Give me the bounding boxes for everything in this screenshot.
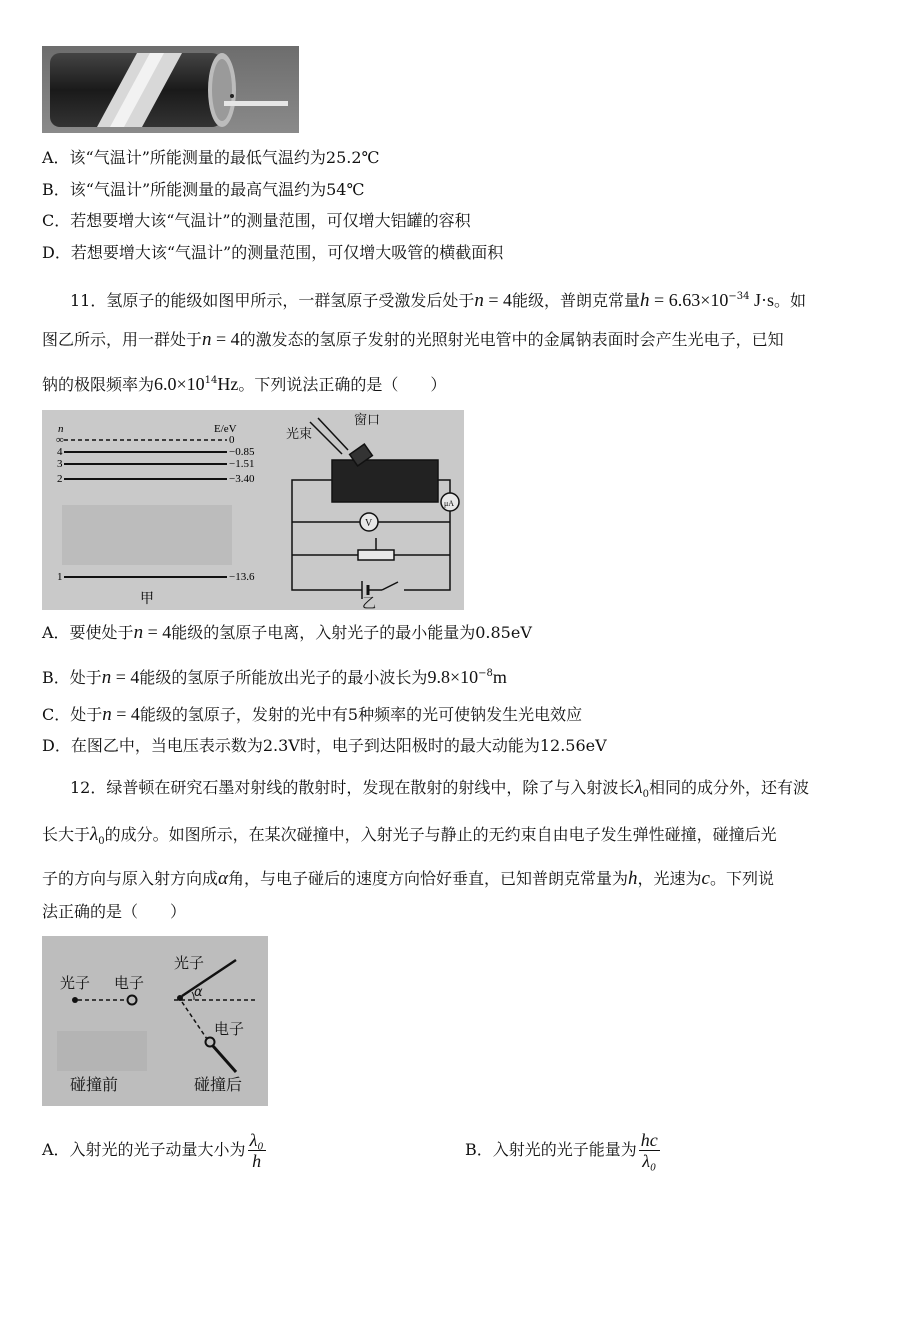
q12-stem-text: 。下列说 — [709, 869, 774, 888]
after-collision-label: 碰撞后 — [194, 1075, 243, 1094]
q12-option-b-denominator: λ₀ — [642, 1151, 657, 1171]
q12-h-symbol: h — [628, 868, 638, 889]
q11-frequency-value: 6.0×10 — [154, 374, 205, 394]
q12-option-a-denominator: h — [252, 1151, 262, 1171]
level-n-1: 1 — [57, 571, 63, 583]
q11-option-d: D．在图乙中，当电压表示数为2.3V时，电子到达阳极时的最大动能为12.56eV — [42, 736, 607, 755]
q12-compton-figure — [42, 936, 268, 1106]
energy-axis-label: E/eV — [214, 423, 237, 435]
q10-option-c: C．若想要增大该“气温计”的测量范围，可仅增大铝罐的容积 — [42, 211, 471, 230]
q11-figure — [42, 410, 464, 610]
q11-frequency-exponent: 14 — [204, 375, 218, 386]
q11-option-c — [42, 703, 582, 726]
q11-option-b — [42, 663, 507, 689]
q12-lambda-symbol: λ — [90, 824, 99, 845]
q11-option-a-n-value: = 4 — [143, 622, 172, 642]
q10-option-a: A．该“气温计”所能测量的最低气温约为25.2℃ — [42, 148, 380, 167]
n-axis-label: n — [58, 423, 64, 435]
q11-stem-line-1 — [70, 286, 806, 312]
q12-lambda-symbol: λ — [634, 777, 643, 798]
q11-n-value: = 4 — [483, 290, 513, 310]
angle-alpha-label: α — [194, 985, 203, 1000]
q12-c-symbol: c — [701, 868, 710, 889]
light-beam-label: 光束 — [286, 426, 313, 441]
can-thermometer-figure — [42, 46, 299, 133]
q11-option-a-text: 能级的氢原子电离，入射光子的最小能量为0.85eV — [171, 623, 532, 642]
q11-option-b-unit: m — [492, 667, 507, 687]
q12-lambda-subscript: 0 — [98, 836, 105, 847]
level-e-3: −1.51 — [229, 458, 255, 470]
level-n-2: 2 — [57, 473, 63, 485]
electron-after-label: 电子 — [214, 1020, 245, 1038]
q11-option-b-n-value: = 4 — [111, 667, 140, 687]
window-label: 窗口 — [354, 412, 381, 427]
level-n-infinity: ∞ — [56, 434, 64, 446]
q11-stem-line-2 — [42, 328, 784, 351]
q11-option-b-wavelength: 9.8×10 — [427, 667, 479, 687]
q12-option-a-numerator: λ₀ — [249, 1130, 264, 1150]
q12-stem-line-2 — [42, 824, 777, 853]
level-e-4: −0.85 — [229, 446, 255, 458]
q11-n-value: = 4 — [211, 329, 240, 349]
q11-h-exponent: −34 — [728, 291, 750, 302]
q11-option-b-text: 能级的氢原子所能放出光子的最小波长为 — [139, 668, 428, 687]
level-e-2: −3.40 — [229, 473, 255, 485]
q12-stem-text: 的成分。如图所示，在某次碰撞中，入射光子与静止的无约束自由电子发生弹性碰撞，碰撞后光 — [104, 825, 777, 844]
q12-stem-text: 相同的成分外，还有波 — [648, 778, 809, 797]
q12-option-b-fraction — [639, 1130, 660, 1171]
microammeter-label: μA — [444, 499, 455, 508]
q11-option-b-n-symbol: n — [101, 667, 112, 688]
q11-stem-line-3 — [42, 370, 446, 396]
figure-caption-jia: 甲 — [140, 592, 154, 607]
q11-option-a-n-symbol: n — [133, 622, 144, 643]
q12-alpha-symbol: α — [218, 868, 228, 889]
photon-after-label: 光子 — [174, 954, 205, 972]
q11-option-b-text: B．处于 — [42, 668, 102, 687]
q11-option-a — [42, 621, 532, 644]
q11-h-symbol: h — [640, 290, 650, 311]
q12-option-a — [42, 1126, 268, 1174]
q12-stem-line-1 — [70, 777, 809, 806]
q11-stem-text: 。下列说法正确的是（ ） — [238, 375, 447, 394]
q11-stem-text: 的激发态的氢原子发射的光照射光电管中的金属钠表面时会产生光电子，已知 — [239, 330, 784, 349]
q12-option-b-text: B．入射光的光子能量为 — [465, 1140, 637, 1159]
q11-h-value: = 6.63×10 — [649, 290, 729, 310]
q11-option-c-n-symbol: n — [102, 704, 112, 725]
level-e-infinity: 0 — [229, 434, 235, 446]
q11-stem-text: 。如 — [773, 291, 806, 310]
q11-stem-text: 能级，普朗克常量 — [512, 291, 641, 310]
q11-h-unit: J·s — [749, 290, 774, 310]
electron-before-label: 电子 — [114, 974, 145, 992]
q10-option-b: B．该“气温计”所能测量的最高气温约为54℃ — [42, 180, 365, 199]
q12-stem-line-3 — [42, 868, 774, 890]
q11-option-c-text: 能级的氢原子，发射的光中有5种频率的光可使钠发生光电效应 — [139, 705, 583, 724]
before-collision-label: 碰撞前 — [70, 1075, 119, 1094]
q11-n-symbol: n — [202, 329, 212, 350]
q12-option-a-fraction — [248, 1130, 266, 1171]
q12-stem-text: 12．绿普顿在研究石墨对射线的散射时，发现在散射的射线中，除了与入射波长 — [70, 778, 635, 797]
level-e-1: −13.6 — [229, 571, 255, 583]
figure-caption-yi: 乙 — [362, 597, 376, 610]
q11-stem-text: 钠的极限频率为 — [42, 375, 155, 394]
q11-stem-text: 11．氢原子的能级如图甲所示，一群氢原子受激发后处于 — [70, 291, 475, 310]
q12-stem-text: 子的方向与原入射方向成 — [42, 869, 219, 888]
q11-stem-text: 图乙所示，用一群处于 — [42, 330, 203, 349]
q11-option-c-n-value: = 4 — [111, 704, 140, 724]
q11-frequency-unit: Hz — [217, 374, 239, 394]
q12-stem-line-4: 法正确的是（ ） — [42, 902, 187, 921]
q11-option-b-exponent: −8 — [478, 668, 493, 679]
q11-n-symbol: n — [474, 290, 484, 311]
q12-stem-text: 角，与电子碰后的速度方向恰好垂直，已知普朗克常量为 — [228, 869, 629, 888]
q12-option-a-text: A．入射光的光子动量大小为 — [42, 1140, 246, 1159]
q12-option-b — [465, 1126, 662, 1174]
q12-stem-text: ，光速为 — [637, 869, 702, 888]
level-n-4: 4 — [57, 446, 63, 458]
level-n-3: 3 — [57, 458, 63, 470]
q12-option-b-numerator: hc — [640, 1130, 658, 1150]
q12-lambda-subscript: 0 — [642, 789, 649, 800]
photon-before-label: 光子 — [60, 974, 91, 992]
q12-stem-text: 长大于 — [42, 825, 91, 844]
voltmeter-label: V — [365, 518, 373, 529]
q10-option-d: D．若想要增大该“气温计”的测量范围，可仅增大吸管的横截面积 — [42, 243, 504, 262]
q11-option-c-text: C．处于 — [42, 705, 103, 724]
q11-option-a-text: A．要使处于 — [42, 623, 134, 642]
